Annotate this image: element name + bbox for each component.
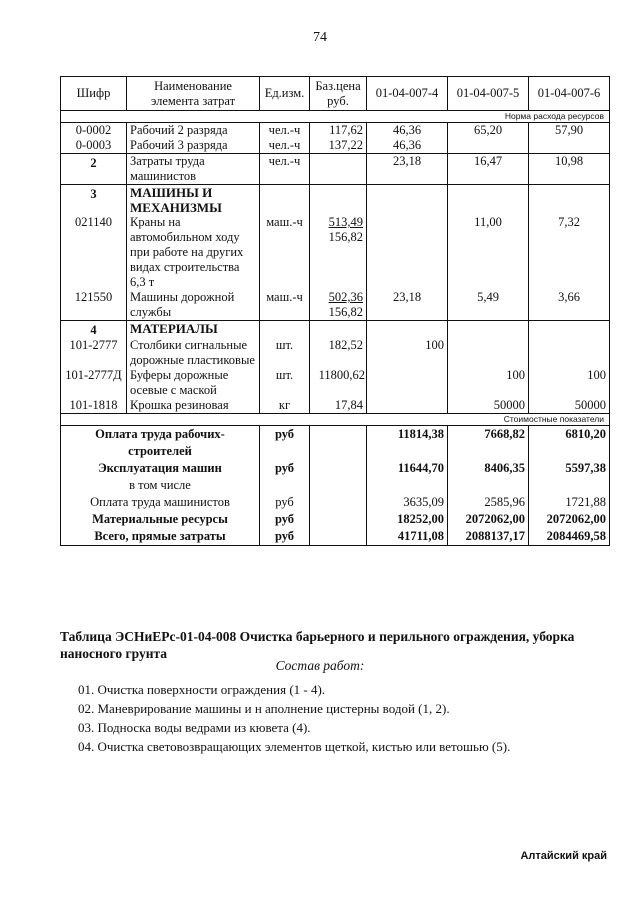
row-name: Столбики сигнальные дорожные пластиковые <box>127 338 260 368</box>
total-value-4: 11644,70 <box>367 460 448 494</box>
section-row-machines <box>61 185 610 216</box>
row-price: 182,52 <box>310 338 367 368</box>
row-price: 17,84 <box>310 398 367 414</box>
row-name: Машины дорожной службы <box>127 290 260 321</box>
table-header-row <box>61 77 610 111</box>
row-value-6: 50000 <box>529 398 610 414</box>
header-code: Шифр <box>61 77 127 111</box>
row-code: 021140 <box>61 215 127 290</box>
row-name: Крошка резиновая <box>127 398 260 414</box>
footer-region: Алтайский край <box>520 850 607 862</box>
row-code: 4 <box>61 321 127 339</box>
total-row <box>61 460 610 494</box>
row-price: 137,22 <box>310 138 367 154</box>
row-price <box>310 215 367 290</box>
row-code: 2 <box>61 154 127 185</box>
total-value-5: 7668,82 <box>448 426 529 461</box>
section-title: Таблица ЭСНиЕРс-01-04-008 Очистка барьерного и перильного ограждения, уборка наносного грунта <box>60 629 575 661</box>
table-row <box>61 398 610 414</box>
row-value-5: 50000 <box>448 398 529 414</box>
row-unit: кг <box>260 398 310 414</box>
row-value-4 <box>367 215 448 290</box>
total-name: Оплата труда рабочих-строителей <box>61 426 260 461</box>
total-unit: руб <box>260 511 310 528</box>
section-title: МАТЕРИАЛЫ <box>127 321 260 339</box>
header-unit: Ед.изм. <box>260 77 310 111</box>
row-code: 101-2777 <box>61 338 127 368</box>
total-row <box>61 494 610 511</box>
list-item: 03. Подноска воды ведрами из кювета (4). <box>78 720 311 735</box>
row-unit: чел.-ч <box>260 123 310 139</box>
row-price-primary: 502,36 <box>328 290 363 304</box>
row-value-5: 16,47 <box>448 154 529 185</box>
row-value-5: 5,49 <box>448 290 529 321</box>
total-unit: руб <box>260 460 310 494</box>
total-row <box>61 528 610 546</box>
row-price-secondary: 156,82 <box>328 230 363 244</box>
header-col-5: 01-04-007-5 <box>448 77 529 111</box>
total-name: Всего, прямые затраты <box>61 528 260 546</box>
row-value-4: 46,36 <box>367 123 448 139</box>
row-code: 101-1818 <box>61 398 127 414</box>
row-price <box>310 290 367 321</box>
list-item: 01. Очистка поверхности ограждения (1 - 4). <box>78 682 326 697</box>
total-unit: руб <box>260 494 310 511</box>
row-price <box>310 154 367 185</box>
table-row <box>61 138 610 154</box>
total-name: Материальные ресурсы <box>61 511 260 528</box>
row-value-4: 23,18 <box>367 154 448 185</box>
total-value-5: 8406,35 <box>448 460 529 494</box>
costs-subheader-label: Стоимостные показатели <box>61 414 610 426</box>
row-unit: чел.-ч <box>260 154 310 185</box>
row-unit: шт. <box>260 368 310 398</box>
page-number: 74 <box>313 30 327 45</box>
total-value-4: 3635,09 <box>367 494 448 511</box>
row-value-5 <box>448 138 529 154</box>
row-name: Буферы дорожные осевые с маской <box>127 368 260 398</box>
row-value-5: 11,00 <box>448 215 529 290</box>
total-value-6: 1721,88 <box>529 494 610 511</box>
works-list <box>78 680 510 756</box>
row-value-6: 57,90 <box>529 123 610 139</box>
section-row-materials <box>61 321 610 339</box>
total-value-5: 2072062,00 <box>448 511 529 528</box>
composition-label: Состав работ: <box>275 658 365 673</box>
header-name: Наименование элемента затрат <box>127 77 260 111</box>
table-row <box>61 290 610 321</box>
row-value-5: 100 <box>448 368 529 398</box>
header-col-4: 01-04-007-4 <box>367 77 448 111</box>
row-price-primary: 513,49 <box>328 215 363 229</box>
table-row <box>61 154 610 185</box>
row-value-6: 100 <box>529 368 610 398</box>
total-subnote: в том числе <box>129 478 191 492</box>
table-row <box>61 123 610 139</box>
row-unit: шт. <box>260 338 310 368</box>
header-col-6: 01-04-007-6 <box>529 77 610 111</box>
total-value-4: 41711,08 <box>367 528 448 546</box>
costs-subheader <box>61 414 610 426</box>
row-price: 11800,62 <box>310 368 367 398</box>
total-value-4: 18252,00 <box>367 511 448 528</box>
total-row <box>61 511 610 528</box>
row-price: 117,62 <box>310 123 367 139</box>
total-value-4: 11814,38 <box>367 426 448 461</box>
table-row <box>61 338 610 368</box>
row-unit: маш.-ч <box>260 290 310 321</box>
total-value-6: 2072062,00 <box>529 511 610 528</box>
row-name: Затраты труда машинистов <box>127 154 260 185</box>
total-row <box>61 426 610 461</box>
total-value-6: 2084469,58 <box>529 528 610 546</box>
row-value-6: 7,32 <box>529 215 610 290</box>
section-title: МАШИНЫ И МЕХАНИЗМЫ <box>127 185 260 216</box>
row-unit: маш.-ч <box>260 215 310 290</box>
row-value-5: 65,20 <box>448 123 529 139</box>
norms-subheader <box>61 111 610 123</box>
row-name: Рабочий 2 разряда <box>127 123 260 139</box>
row-code: 121550 <box>61 290 127 321</box>
row-code: 3 <box>61 185 127 216</box>
row-value-6: 3,66 <box>529 290 610 321</box>
row-unit: чел.-ч <box>260 138 310 154</box>
total-value-5: 2088137,17 <box>448 528 529 546</box>
total-value-6: 5597,38 <box>529 460 610 494</box>
resource-table <box>60 76 610 546</box>
row-value-4 <box>367 368 448 398</box>
row-value-6 <box>529 338 610 368</box>
total-unit: руб <box>260 528 310 546</box>
row-value-4 <box>367 398 448 414</box>
row-code: 0-0003 <box>61 138 127 154</box>
table-row <box>61 215 610 290</box>
row-value-4: 23,18 <box>367 290 448 321</box>
total-name: Оплата труда машинистов <box>61 494 260 511</box>
row-code: 101-2777Д <box>61 368 127 398</box>
list-item: 04. Очистка световозвращающих элементов щеткой, кистью или ветошью (5). <box>78 739 511 754</box>
norms-subheader-label: Норма расхода ресурсов <box>61 111 610 123</box>
row-price-secondary: 156,82 <box>328 305 363 319</box>
table-row <box>61 368 610 398</box>
list-item: 02. Маневрирование машины и н аполнение цистерны водой (1, 2). <box>78 701 450 716</box>
header-price: Баз.цена руб. <box>310 77 367 111</box>
total-name: Эксплуатация машин <box>98 461 222 475</box>
row-value-4: 100 <box>367 338 448 368</box>
total-value-6: 6810,20 <box>529 426 610 461</box>
row-value-6 <box>529 138 610 154</box>
total-unit: руб <box>260 426 310 461</box>
row-value-6: 10,98 <box>529 154 610 185</box>
row-value-4: 46,36 <box>367 138 448 154</box>
total-name-cell <box>61 460 260 494</box>
row-value-5 <box>448 338 529 368</box>
row-name: Краны на автомобильном ходу при работе на других видах строительства 6,3 т <box>127 215 260 290</box>
row-code: 0-0002 <box>61 123 127 139</box>
total-value-5: 2585,96 <box>448 494 529 511</box>
row-name: Рабочий 3 разряда <box>127 138 260 154</box>
